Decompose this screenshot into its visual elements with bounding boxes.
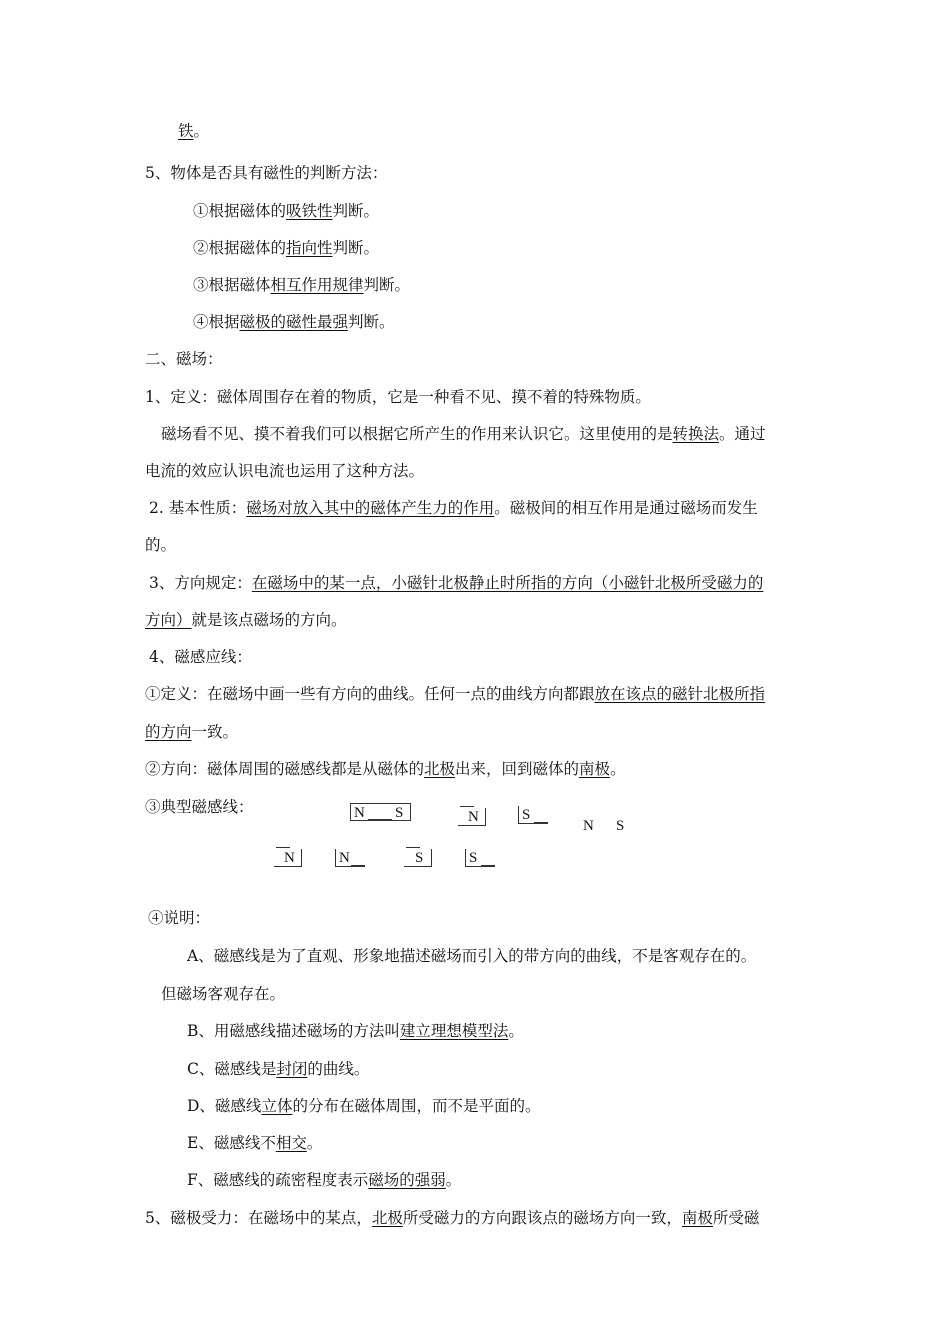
north-pole-label: N xyxy=(583,818,594,834)
south-pole-label: S xyxy=(415,850,424,866)
text-line: 铁。 xyxy=(178,122,210,140)
text-line: 3、方向规定：在磁场中的某一点，小磁针北极静止时所指的方向（小磁针北极所受磁力的 xyxy=(149,574,764,592)
list-item: ②根据磁体的指向性判断。 xyxy=(193,239,380,257)
list-item: ③根据磁体相互作用规律判断。 xyxy=(193,276,411,294)
text-line: 但磁场客观存在。 xyxy=(161,985,286,1003)
text-line: 磁场看不见、摸不着我们可以根据它所产生的作用来认识它。这里使用的是转换法。通过 xyxy=(161,425,766,443)
magnet-pole-n xyxy=(274,849,302,867)
magnet-pole-n xyxy=(458,808,486,826)
text-line: ①定义：在磁场中画一些有方向的曲线。任何一点的曲线方向都跟放在该点的磁针北极所指 xyxy=(145,685,766,703)
north-pole-label: N xyxy=(354,805,365,821)
list-item: E、磁感线不相交。 xyxy=(187,1134,323,1152)
list-item: A、磁感线是为了直观、形象地描述磁场而引入的带方向的曲线，不是客观存在的。 xyxy=(187,947,757,965)
north-pole-label: N xyxy=(339,850,350,866)
magnet-divider xyxy=(368,819,392,820)
text-line: 5、磁极受力：在磁场中的某点，北极所受磁力的方向跟该点的磁场方向一致，南极所受磁 xyxy=(145,1209,760,1227)
field-line-tick xyxy=(276,847,290,848)
list-item: F、磁感线的疏密程度表示磁场的强弱。 xyxy=(187,1171,462,1189)
field-line-tick xyxy=(534,822,548,823)
list-item: D、磁感线立体的分布在磁体周围，而不是平面的。 xyxy=(187,1097,541,1115)
section-heading: ④说明： xyxy=(148,909,211,927)
north-pole-label: N xyxy=(284,850,295,866)
field-line-tick xyxy=(460,806,474,807)
text-line: ②方向：磁体周围的磁感线都是从磁体的北极出来，回到磁体的南极。 xyxy=(145,760,626,778)
field-line-tick xyxy=(481,865,495,866)
text-line: 的方向一致。 xyxy=(145,723,239,741)
south-pole-label: S xyxy=(616,818,625,834)
text-line: 2. 基本性质：磁场对放入其中的磁体产生力的作用。磁极间的相互作用是通过磁场而发生 xyxy=(149,499,758,517)
magnet-pole-s xyxy=(404,849,432,867)
text-line: ③典型磁感线： xyxy=(145,798,254,816)
list-item: ④根据磁极的磁性最强判断。 xyxy=(193,313,395,331)
section-heading: 4、磁感应线： xyxy=(149,648,252,666)
south-pole-label: S xyxy=(395,805,404,821)
south-pole-label: S xyxy=(522,807,531,823)
text-line: 的。 xyxy=(145,536,177,554)
text-line: 方向）就是该点磁场的方向。 xyxy=(145,611,347,629)
text-line: 电流的效应认识电流也运用了这种方法。 xyxy=(145,462,425,480)
field-line-tick xyxy=(351,865,365,866)
field-line-tick xyxy=(406,847,420,848)
north-pole-label: N xyxy=(468,809,479,825)
text-line: 1、定义：磁体周围存在着的物质，它是一种看不见、摸不着的特殊物质。 xyxy=(145,388,651,406)
list-item: ①根据磁体的吸铁性判断。 xyxy=(193,202,380,220)
south-pole-label: S xyxy=(469,850,478,866)
list-item: C、磁感线是封闭的曲线。 xyxy=(187,1060,370,1078)
section-heading: 二、磁场： xyxy=(145,350,223,368)
bar-magnet xyxy=(350,803,411,821)
section-heading: 5、物体是否具有磁性的判断方法： xyxy=(145,164,388,182)
list-item: B、用磁感线描述磁场的方法叫建立理想模型法。 xyxy=(187,1022,524,1040)
